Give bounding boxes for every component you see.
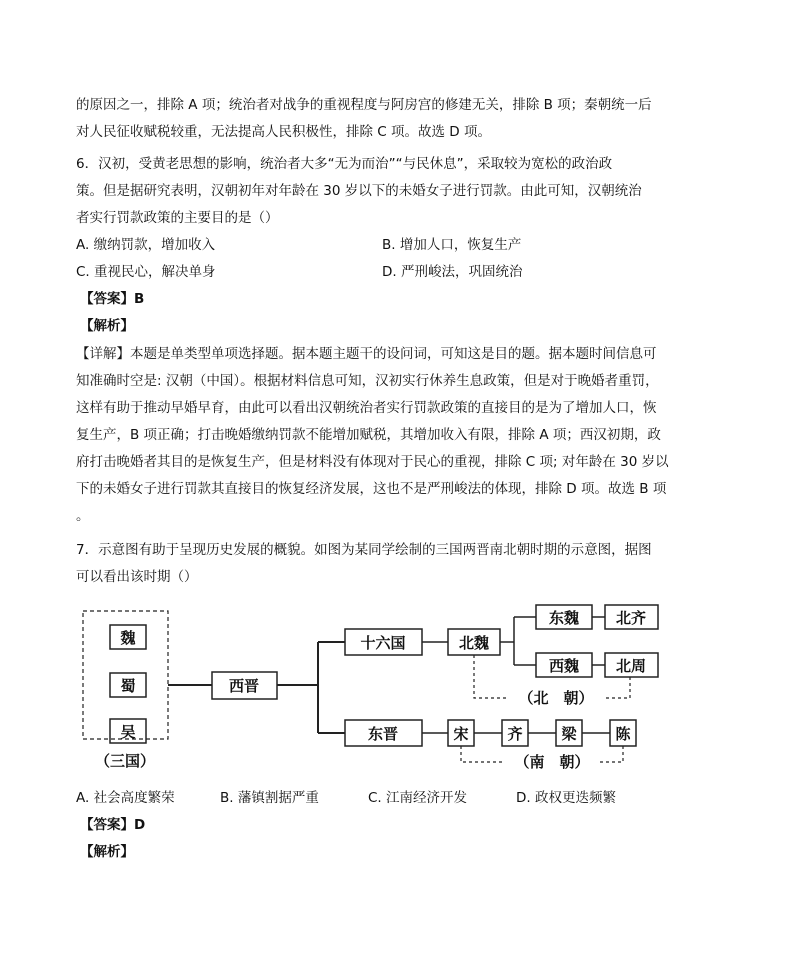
q6-option-b[interactable]: B. 增加人口，恢复生产 xyxy=(382,237,522,253)
q6-detail-line-3: 这样有助于推动早婚早育，由此可以看出汉朝统治者实行罚款政策的直接目的是为了增加人口，恢 xyxy=(76,400,657,416)
q7-answer: 【答案】D xyxy=(80,817,146,833)
node-northern-qi: 北齐 xyxy=(615,609,647,627)
node-shu: 蜀 xyxy=(120,677,136,695)
node-eastern-jin: 东晋 xyxy=(367,725,399,743)
q6-stem-line-3: 者实行罚款政策的主要目的是（） xyxy=(76,210,279,226)
q7-analysis-label: 【解析】 xyxy=(80,844,134,860)
node-western-jin: 西晋 xyxy=(228,677,260,695)
node-chen: 陈 xyxy=(615,725,631,743)
q7-stem-line-2: 可以看出该时期（） xyxy=(76,569,198,585)
q6-detail-line-6: 下的未婚女子进行罚款其直接目的恢复经济发展，这也不是严刑峻法的体现，排除 D 项。故选 B 项 xyxy=(76,481,667,497)
q6-option-c[interactable]: C. 重视民心，解决单身 xyxy=(76,264,216,280)
label-three-kingdoms: （三国） xyxy=(94,752,156,770)
dynasty-diagram xyxy=(0,597,793,777)
node-song: 宋 xyxy=(453,725,469,743)
q6-stem-line-1: 6．汉初，受黄老思想的影响，统治者大多“无为而治”“与民休息”，采取较为宽松的政治政 xyxy=(76,156,613,172)
prev-explanation-line-2: 对人民征收赋税较重，无法提高人民积极性，排除 C 项。故选 D 项。 xyxy=(76,124,491,140)
q7-option-a[interactable]: A. 社会高度繁荣 xyxy=(76,790,175,806)
q7-stem-line-1: 7．示意图有助于呈现历史发展的概貌。如图为某同学绘制的三国两晋南北朝时期的示意图，据图 xyxy=(76,542,652,558)
node-liang: 梁 xyxy=(561,725,577,743)
node-qi: 齐 xyxy=(507,725,523,743)
prev-explanation-line-1: 的原因之一，排除 A 项；统治者对战争的重视程度与阿房宫的修建无关，排除 B 项；秦朝统一后 xyxy=(76,97,652,113)
q7-option-c[interactable]: C. 江南经济开发 xyxy=(368,790,468,806)
node-wei: 魏 xyxy=(120,629,136,647)
label-northern-dynasties: （北 朝） xyxy=(518,689,594,707)
q6-detail-line-4: 复生产，B 项正确；打击晚婚缴纳罚款不能增加赋税，其增加收入有限，排除 A 项；西汉初期，政 xyxy=(76,427,661,443)
q7-option-d[interactable]: D. 政权更迭频繁 xyxy=(516,790,616,806)
label-southern-dynasties: （南 朝） xyxy=(514,753,590,771)
q6-analysis-label: 【解析】 xyxy=(80,318,134,334)
q6-stem-line-2: 策。但是据研究表明，汉朝初年对年龄在 30 岁以下的未婚女子进行罚款。由此可知，汉朝统治 xyxy=(76,183,642,199)
q6-option-d[interactable]: D. 严刑峻法，巩固统治 xyxy=(382,264,523,280)
node-sixteen-kingdoms: 十六国 xyxy=(360,634,406,652)
q6-answer: 【答案】B xyxy=(80,291,145,307)
node-wu: 吴 xyxy=(120,723,136,741)
q6-detail-line-2: 知准确时空是: 汉朝（中国）。根据材料信息可知，汉初实行休养生息政策，但是对于晚婚者重罚， xyxy=(76,373,659,389)
q7-option-b[interactable]: B. 藩镇割据严重 xyxy=(220,790,319,806)
q6-detail-line-7: 。 xyxy=(76,508,90,524)
node-western-wei: 西魏 xyxy=(548,657,580,675)
q6-detail-line-1: 【详解】本题是单类型单项选择题。据本题主题干的设问词，可知这是目的题。据本题时间信息可 xyxy=(76,346,657,362)
q6-detail-line-5: 府打击晚婚者其目的是恢复生产，但是材料没有体现对于民心的重视，排除 C 项; 对年龄在 30 岁以 xyxy=(76,454,669,470)
node-eastern-wei: 东魏 xyxy=(548,609,580,627)
q6-option-a[interactable]: A. 缴纳罚款，增加收入 xyxy=(76,237,216,253)
node-northern-wei: 北魏 xyxy=(458,634,490,652)
node-northern-zhou: 北周 xyxy=(615,657,647,675)
